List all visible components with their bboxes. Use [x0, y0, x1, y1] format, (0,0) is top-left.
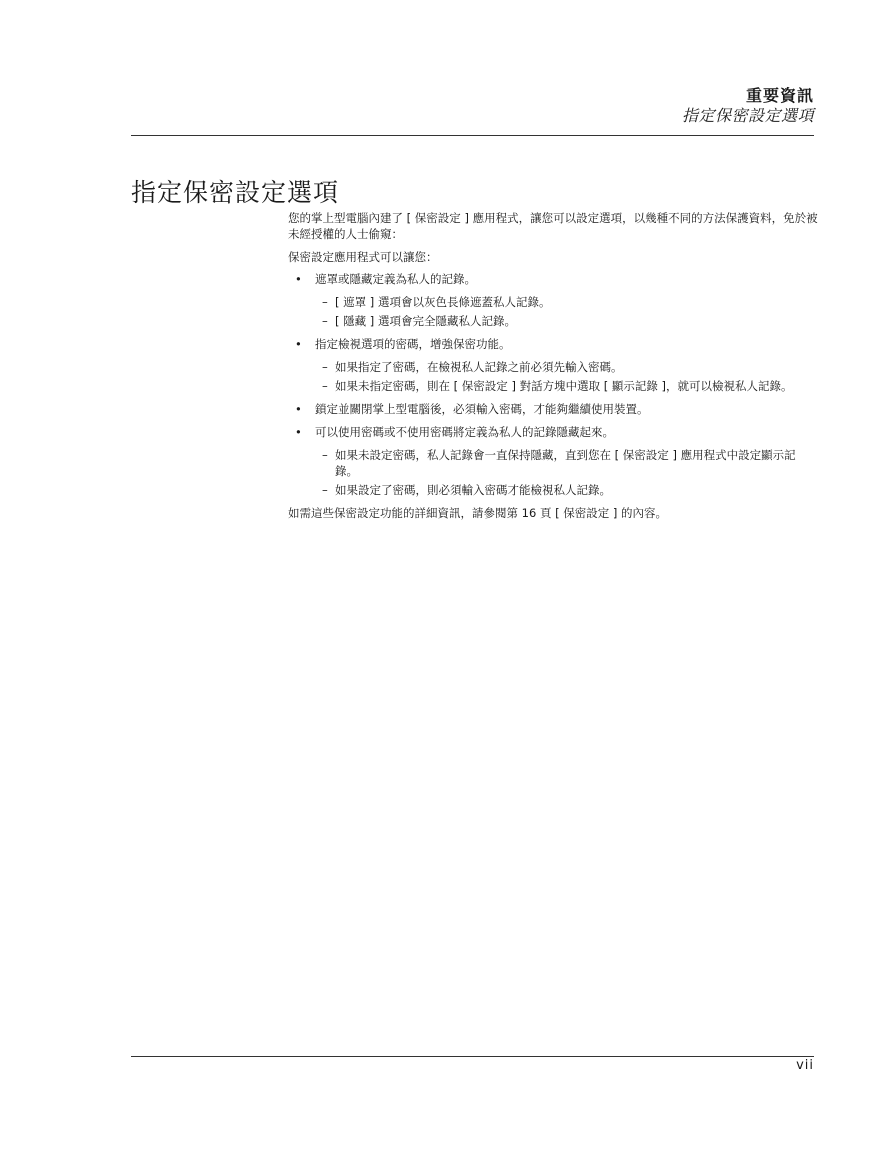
bullet-mark: •	[295, 272, 302, 286]
header-subtitle: 指定保密設定選項	[681, 106, 814, 125]
bullet-item	[288, 401, 818, 417]
sub-mark: –	[322, 295, 328, 309]
page-number: vii	[796, 1058, 814, 1073]
intro-paragraph: 您的掌上型電腦內建了 [ 保密設定 ] 應用程式，讓您可以設定選項，以幾種不同的方法保護資料，免於被未經授權的人士偷窺：	[288, 211, 818, 241]
sub-mark: –	[322, 483, 328, 497]
bullet-mark: •	[295, 425, 302, 439]
bullet-item	[288, 424, 818, 440]
sub-item	[288, 378, 818, 394]
sub-mark: –	[322, 314, 328, 328]
bullet-item	[288, 336, 818, 352]
bullet-text: 指定檢視選項的密碼，增強保密功能。	[315, 337, 511, 351]
running-header	[682, 86, 814, 126]
bullet-text: 可以使用密碼或不使用密碼將定義為私人的記錄隱藏起來。	[315, 425, 614, 439]
header-rule	[131, 135, 814, 136]
header-title: 重要資訊	[745, 86, 814, 105]
section-title: 指定保密設定選項	[131, 178, 340, 207]
sub-mark: –	[322, 448, 328, 462]
sub-item	[288, 313, 818, 329]
body-content	[288, 210, 818, 527]
sub-text: [ 隱藏 ] 選項會完全隱藏私人記錄。	[335, 314, 516, 328]
bullet-mark: •	[295, 337, 302, 351]
bullet-text: 鎖定並關閉掌上型電腦後，必須輸入密碼，才能夠繼續使用裝置。	[315, 402, 649, 416]
sub-text: 如果設定了密碼，則必須輸入密碼才能檢視私人記錄。	[335, 483, 611, 497]
bullet-item	[288, 271, 818, 287]
sub-text: 如果未設定密碼，私人記錄會一直保持隱藏，直到您在 [ 保密設定 ] 應用程式中設定顯示記錄。	[335, 448, 796, 478]
sub-item	[288, 294, 818, 310]
sub-text: [ 遮罩 ] 選項會以灰色長條遮蓋私人記錄。	[335, 295, 551, 309]
lead-paragraph: 保密設定應用程式可以讓您：	[288, 250, 438, 264]
sub-mark: –	[322, 360, 328, 374]
bullet-text: 遮罩或隱藏定義為私人的記錄。	[315, 272, 476, 286]
sub-text: 如果未指定密碼，則在 [ 保密設定 ] 對話方塊中選取 [ 顯示記錄 ]，就可以檢視私人記錄。	[335, 379, 793, 393]
sub-item	[288, 447, 818, 479]
sub-item	[288, 482, 818, 498]
sub-item	[288, 359, 818, 375]
bullet-mark: •	[295, 402, 302, 416]
footer-rule	[131, 1056, 814, 1057]
sub-mark: –	[322, 379, 328, 393]
closing-paragraph: 如需這些保密設定功能的詳細資訊，請參閱第 16 頁 [ 保密設定 ] 的內容。	[288, 506, 668, 520]
sub-text: 如果指定了密碼，在檢視私人記錄之前必須先輸入密碼。	[335, 360, 623, 374]
